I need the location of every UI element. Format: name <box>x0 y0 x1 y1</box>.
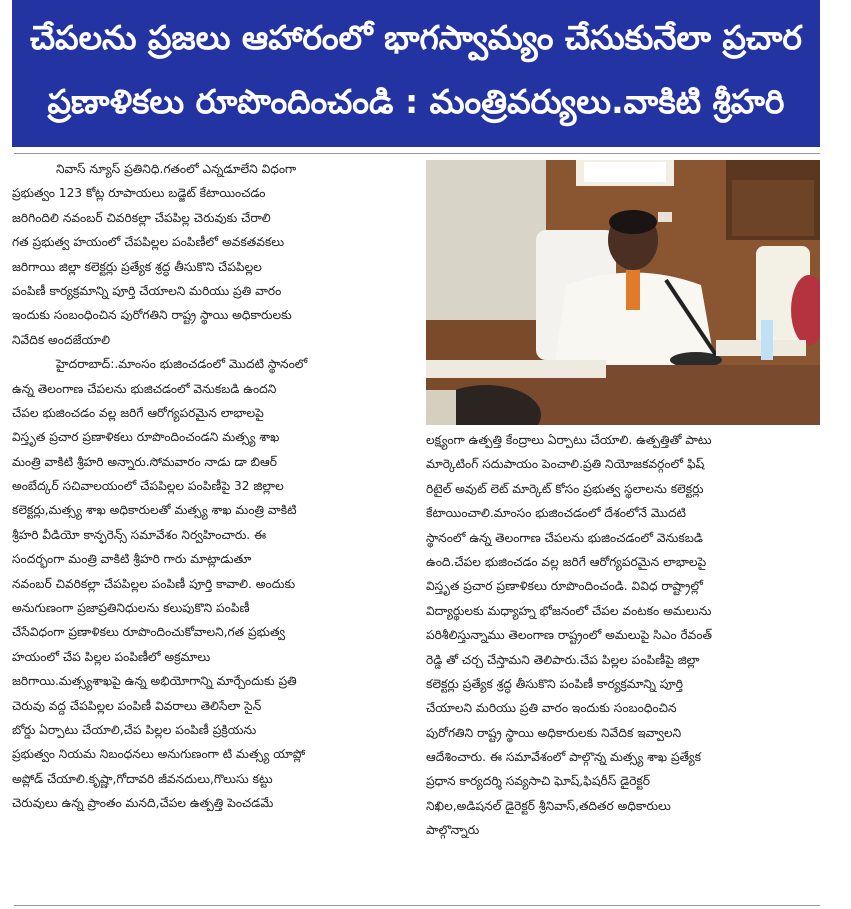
text-line: విస్తృత ప్రచార ప్రణాళికలు రూపొందించండని మత్స్య శాఖ <box>12 430 280 445</box>
text-line: మార్కెటింగ్ సదుపాయం పెంచాలి.ప్రతి నియోజకవర్గంలో ఫిష్ <box>426 457 705 472</box>
text-line: శ్రీహరి వీడియో కాన్ఫరెన్స్ సమావేశం నిర్వహించారు. ఈ <box>12 527 267 542</box>
text-line: జరిగాయి జిల్లా కలెక్టర్లు ప్రత్యేక శ్రద్ధ తీసుకొని చేపపిల్లల <box>12 259 262 274</box>
text-line: కలెక్టర్లు ప్రత్యేక శ్రద్ధ తీసుకొని పంపిణీ కార్యక్రమాన్ని పూర్తి <box>426 676 683 691</box>
text-line: పంపిణీ కార్యక్రమాన్ని పూర్తి చేయాలని మరియు ప్రతి వారం <box>12 283 282 298</box>
text-line: విస్తృత ప్రచార ప్రణాళికలు రూపొందించండి. వివిధ రాష్ట్రాల్లో <box>426 579 703 594</box>
text-line: రిటైల్ అవుట్ లెట్ మార్కెట్ కోసం ప్రభుత్వ స్థలాలను కలెక్టర్లు <box>426 481 704 496</box>
text-line: అంబేద్కర్ సచివాలయంలో చేపపిల్లల పంపిణీపై 32 జిల్లాల <box>12 479 284 494</box>
text-line: ప్రధాన కార్యదర్శి సవ్యసాచి ఘోష్,ఫిషరీస్ డైరెక్టర్ <box>426 774 651 789</box>
text-line: కలెక్టర్లు,మత్స్య శాఖ అధికారులతో మత్స్య శాఖ మంత్రి వాకిటి <box>12 503 297 518</box>
text-line: ఉన్న తెలంగాణ చేపలను భుజిచడంలో వెనుకబడి ఉందని <box>12 381 277 396</box>
text-line: ప్రభుత్వం నియమ నిబంధనలు అనుగుణంగా టి మత్స్య యాప్లో <box>12 747 306 762</box>
text-line: నివేదిక అందజేయాలి <box>12 332 111 347</box>
text-line: అప్లోడ్ చేయాలి.కృష్ణా,గోదావరి జీవనదులు,గొలుసు కట్టు <box>12 771 273 786</box>
text-line: మంత్రి వాకిటి శ్రీహరి అన్నారు.సోమవారం నాడు డా బిఆర్ <box>12 454 277 469</box>
article-left-column <box>12 157 414 816</box>
text-line: పురోగతిని రాష్ట్ర స్థాయి అధికారులకు నివేదిక ఇవ్వాలని <box>426 725 682 740</box>
text-line: రెడ్డి తో చర్చ చేస్తామని తెలిపారు.చేప పిల్లల పంపిణీపై జిల్లా <box>426 652 700 667</box>
headline-line-2: ప్రణాళికలు రూపొందించండి : మంత్రివర్యులు.వాకిటి శ్రీహరి <box>47 82 785 121</box>
text-line: చెరువులు ఉన్న ప్రాంతం మనది,చేపల ఉత్పత్తి పెంచడమే <box>12 796 274 811</box>
text-line: హైదరాబాద్:.మాంసం భుజించడంలో మొదటి స్థానంలో <box>56 357 308 372</box>
divider <box>14 153 820 154</box>
text-line: నవంబర్ చివరికల్లా చేపపిల్లల పంపిణీ పూర్తి కావాలి. అందుకు <box>12 576 296 591</box>
text-line: చేపల భుజించడం వల్ల జరిగే ఆరోగ్యపరమైన లాభాలపై <box>12 405 264 420</box>
divider <box>14 905 820 906</box>
text-line: గత ప్రభుత్వ హయంలో చేపపిల్లల పంపిణీలో అవకతవకలు <box>12 235 285 250</box>
text-line: ఉంది.చేపల భుజించడం వల్ల జరిగే ఆరోగ్యపరమైన లాభాలపై <box>426 554 707 569</box>
text-line: చేసేవిధంగా ప్రణాళికలు రూపొందించుకోవాలని,గత ప్రభుత్వ <box>12 625 286 640</box>
article-right-column <box>426 428 820 843</box>
text-line: ఇందుకు సంబంధించిన పురోగతిని రాష్ట్ర స్థాయి అధికారులకు <box>12 308 292 323</box>
photo-illustration <box>426 160 820 425</box>
text-line: పాల్గొన్నారు <box>426 823 480 838</box>
headline-banner <box>12 0 820 147</box>
text-line: చేయాలని మరియు ప్రతి వారం ఇందుకు సంబంధించిన <box>426 701 677 716</box>
text-line: కేటాయించాలి.మాంసం భుజించడంలో దేశంలోనే మొదటి <box>426 506 686 521</box>
text-line: అనుగుణంగా ప్రజాప్రతినిధులను కలుపుకొని పంపిణీ <box>12 601 250 616</box>
text-line: స్థానంలో ఉన్న తెలంగాణ చేపలను భుజించడంలో వెనుకబడి <box>426 530 703 545</box>
text-line: సందర్భంగా మంత్రి వాకిటి శ్రీహరి గారు మాట్లాడుతూ <box>12 552 252 567</box>
text-line: చెరువు వద్ద చేపపిల్లల పంపిణీ వివరాలు తెలిసేలా సైన్ <box>12 698 262 713</box>
meeting-photo <box>426 160 820 425</box>
text-line: జరిగిందిలి నవంబర్ చివరికల్లా చేపపిల్ల చెరువుకు చేరాలి <box>12 210 271 225</box>
text-line: పరిశీలిస్తున్నాము తెలంగాణ రాష్ట్రంలో అమలుపై సిఎం రేవంత్ <box>426 628 713 643</box>
text-line: హయంలో చేప పిల్లల పంపిణీలో అక్రమాలు <box>12 649 211 664</box>
headline-line-1: చేపలను ప్రజలు ఆహారంలో భాగస్వామ్యం చేసుకునేలా ప్రచార <box>30 18 802 57</box>
text-line: బోర్డు ఏర్పాటు చేయాలి,చేప పిల్లల పంపిణీ ప్రక్రియను <box>12 722 257 737</box>
text-line: నిఖిల,అడిషనల్ డైరెక్టర్ శ్రీనివాస్,తదితర అధికారులు <box>426 798 671 813</box>
text-line: లక్ష్యంగా ఉత్పత్తి కేంద్రాలు ఏర్పాటు చేయాలి. ఉత్పత్తితో పాటు <box>426 433 712 447</box>
text-line: ప్రభుత్వం 123 కోట్ల రూపాయలు బడ్జెట్ కేటాయించడం <box>12 186 266 201</box>
text-line: ఆదేశించారు. ఈ సమావేశంలో పాల్గొన్న మత్స్య శాఖ ప్రత్యేక <box>426 750 702 765</box>
text-line: జరిగాయి.మత్స్యశాఖపై ఉన్న అభియోగాన్ని మార్చేందుకు ప్రతి <box>12 674 297 689</box>
text-line: విద్యార్థులకు మధ్యాహ్న భోజనంలో చేపల వంటకం అమలును <box>426 603 712 618</box>
text-line: నివాస్ న్యూస్ ప్రతినిధి.గతంలో ఎన్నడూలేని విధంగా <box>56 162 297 176</box>
